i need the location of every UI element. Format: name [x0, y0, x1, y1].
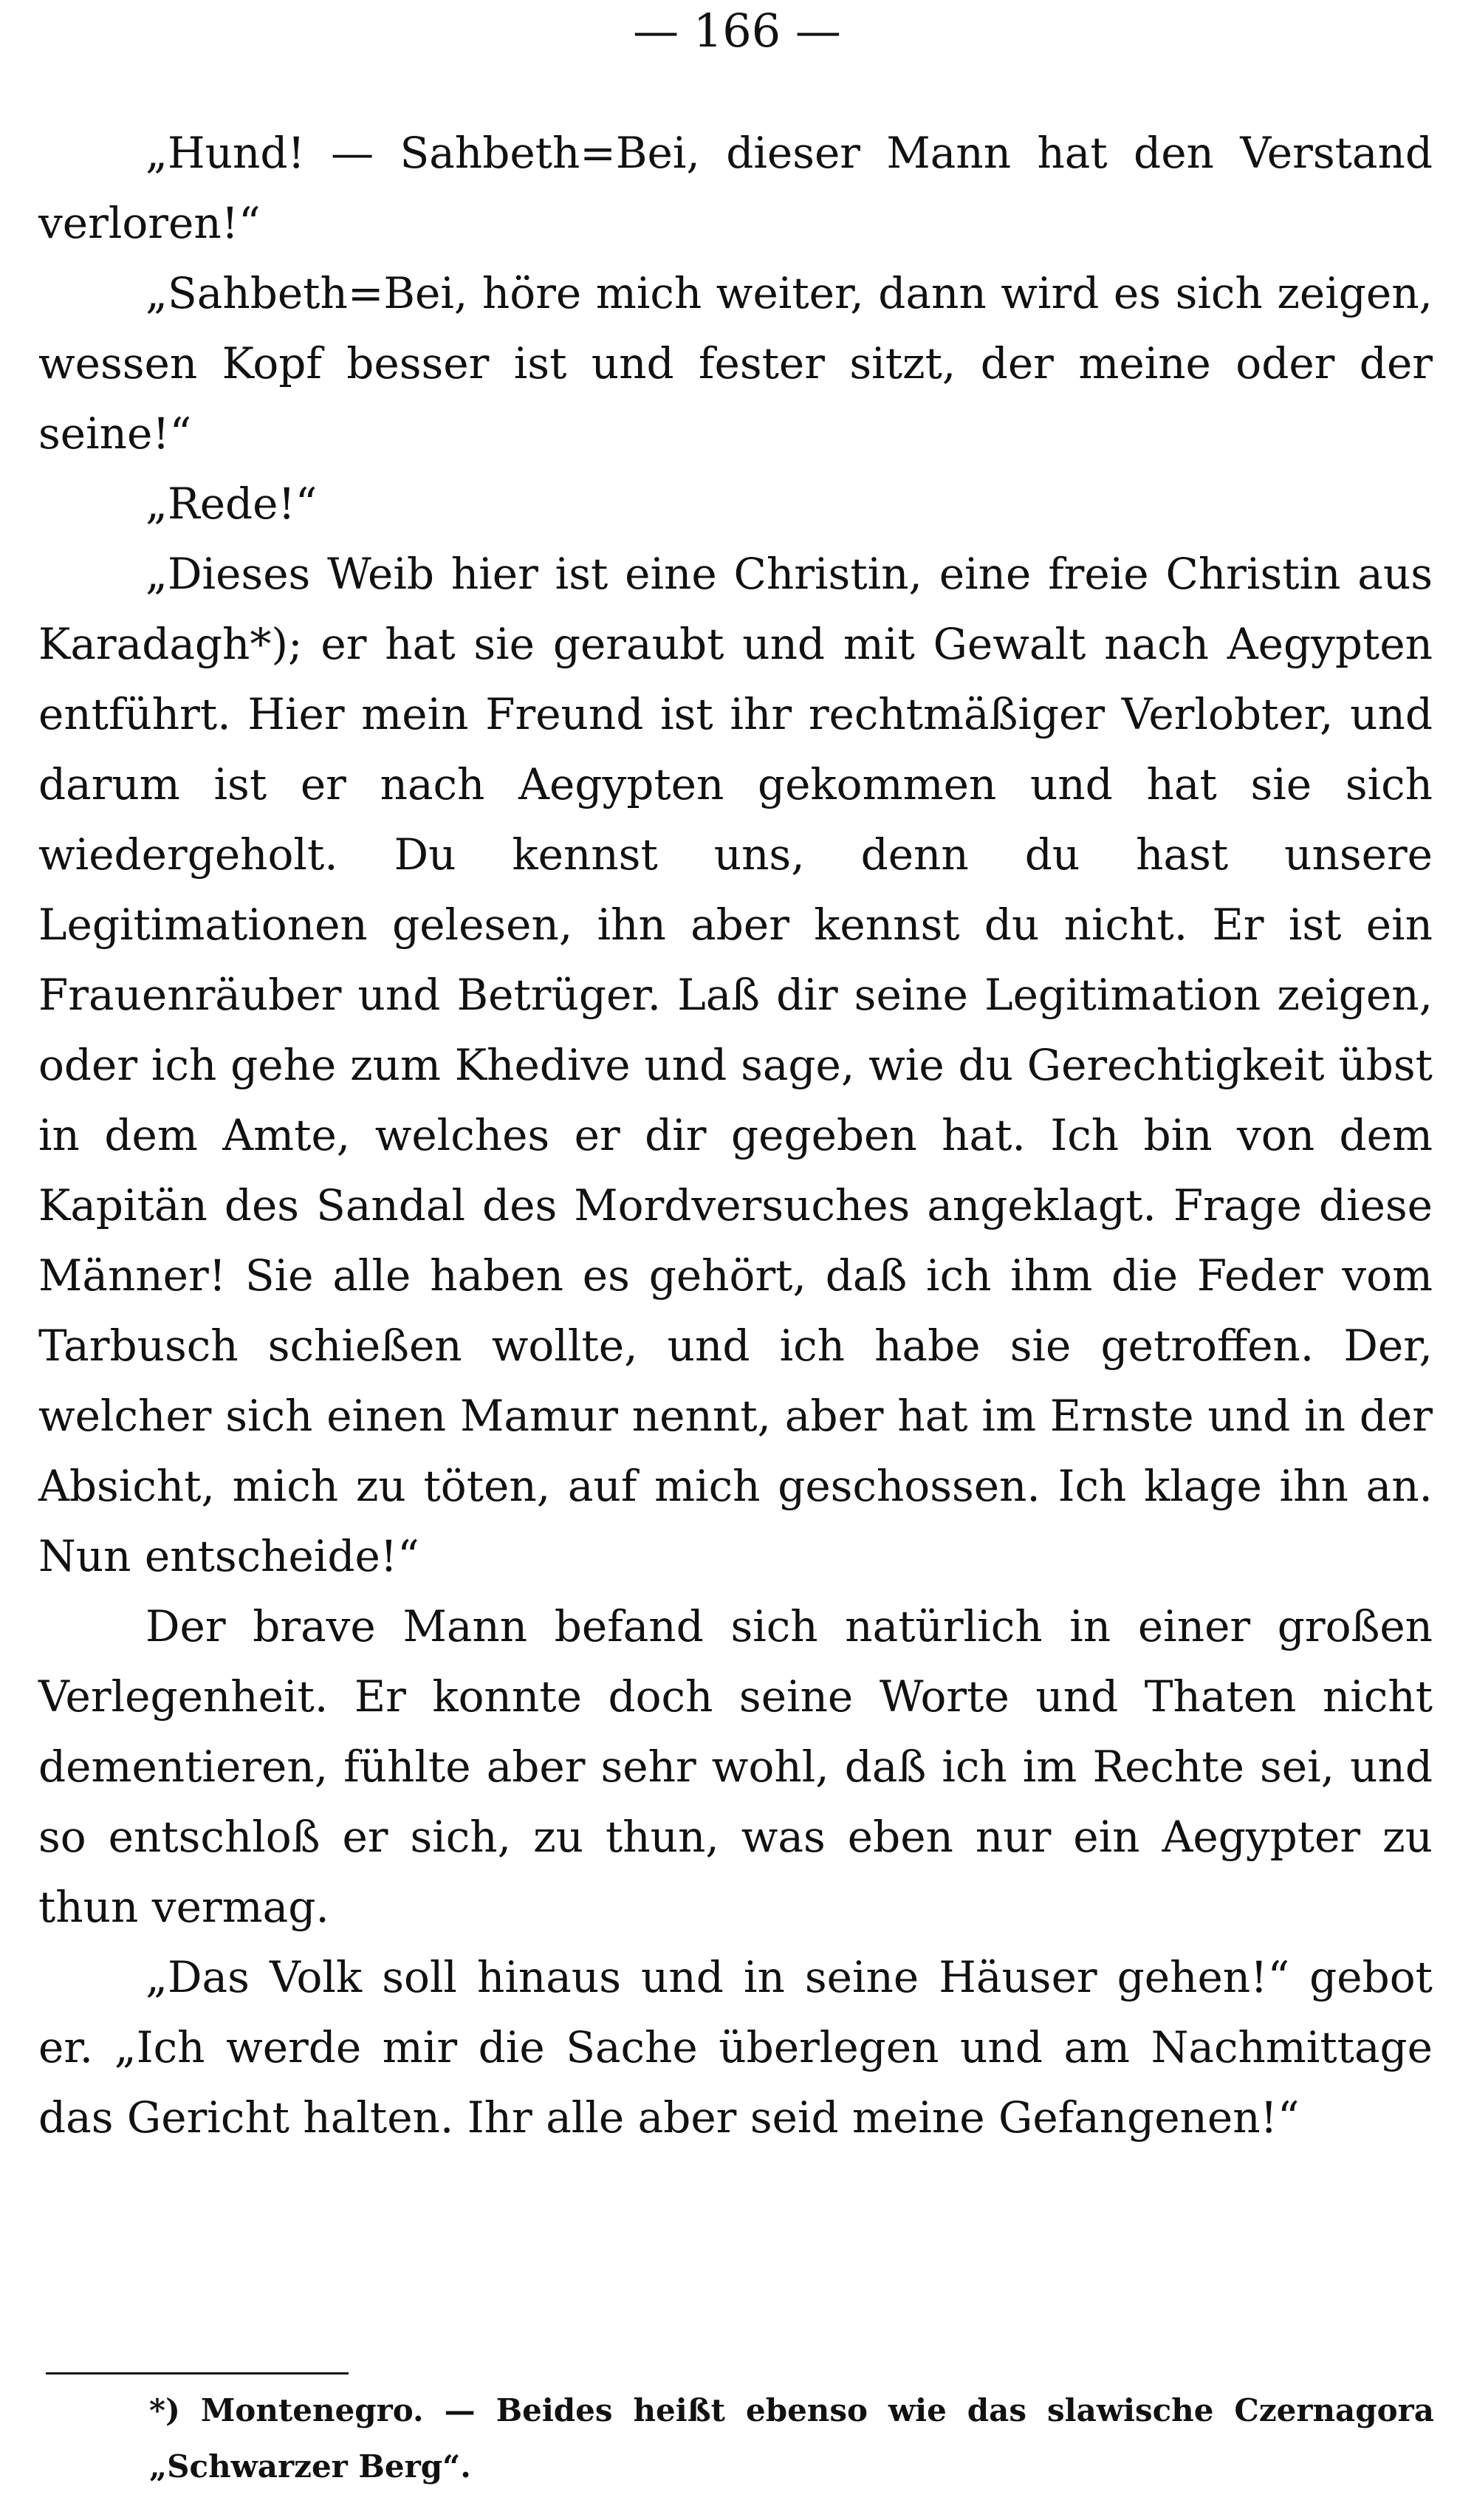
paragraph-6: „Das Volk soll hinaus und in seine Häuser gehen!“ gebot er. „Ich werde mir die Sache überlegen und am Nachmittage das Gericht halten. Ihr alle aber seid meine Gefangenen!“	[38, 1952, 1433, 2143]
paragraph-3: „Rede!“	[145, 479, 318, 529]
paragraph-1: „Hund! — Sahbeth=Bei, dieser Mann hat den Verstand verloren!“	[38, 128, 1433, 248]
page-number: — 166 —	[633, 4, 841, 58]
paragraph-4: „Dieses Weib hier ist eine Christin, eine freie Christin aus Karadagh*); er hat sie geraubt und mit Gewalt nach Aegypten entführt. Hier mein Freund ist ihr rechtmäßiger Verlobter, und darum ist er nach Aegypten gekommen und hat sie sich wiedergeholt. Du kennst uns, denn du hast unsere Legitimationen gelesen, ihn aber kennst du nicht. Er ist ein Frauenräuber und Betrüger. Laß dir seine Legitimation zeigen, oder ich gehe zum Khedive und sage, wie du Gerechtigkeit übst in dem Amte, welches er dir gegeben hat. Ich bin von dem Kapitän des Sandal des Mordversuches angeklagt. Frage diese Männer! Sie alle haben es gehört, daß ich ihm die Feder vom Tarbusch schießen wollte, und ich habe sie getroffen. Der, welcher sich einen Mamur nennt, aber hat im Ernste und in der Absicht, mich zu töten, auf mich geschossen. Ich klage ihn an. Nun entscheide!“	[38, 549, 1433, 1581]
footnote	[46, 2383, 1434, 2495]
footnote-text: *) Montenegro. — Beides heißt ebenso wie das slawische Czernagora „Schwarzer Berg“.	[149, 2392, 1434, 2485]
footnote-divider	[46, 2372, 349, 2375]
paragraph-5: Der brave Mann befand sich natürlich in einer großen Verlegenheit. Er konnte doch seine Worte und Thaten nicht dementieren, fühlte aber sehr wohl, daß ich im Rechte sei, und so entschloß er sich, zu thun, was eben nur ein Aegypter zu thun vermag.	[38, 1601, 1433, 1932]
body-text	[38, 118, 1433, 2153]
paragraph-2: „Sahbeth=Bei, höre mich weiter, dann wird es sich zeigen, wessen Kopf besser ist und fester sitzt, der meine oder der seine!“	[38, 268, 1433, 459]
